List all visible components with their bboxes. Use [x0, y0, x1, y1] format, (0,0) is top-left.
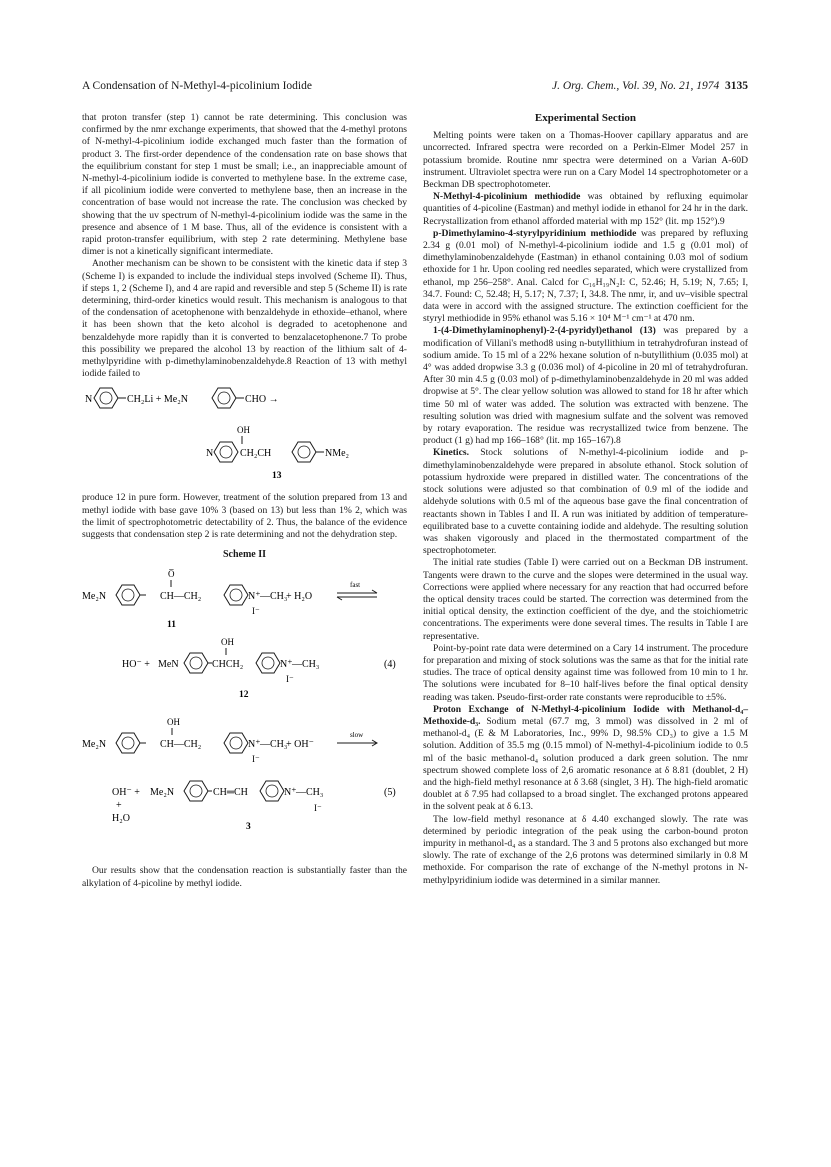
scheme-ch3: —CH₃ [260, 739, 288, 751]
scheme-oh: OH [221, 637, 234, 648]
paragraph-text: Sodium metal (67.7 mg, 3 mmol) was dissolved in 2 ml of methanol-d₄ (E & M Laboratories, Inc., 99% D, 98.5% CD₃) to give a 1.5 M solution. Addition of 35.5 mg (0.15 mmol) of N-methyl-4-picolinium iodide to 0.5 ml of the basic methanol-d₄ solution produced a dark green solution. The nmr spectrum showed complete loss of 2,6 aromatic resonance at δ 8.81 (doublet, 2 H) and the high-field methyl resonance at δ 3.68 (singlet, 3 H). The high-field aromatic doublet at δ 7.95 had collapsed to a broad singlet. The exchanged protons appeared in the solvent peak at δ 6.13. [423, 715, 748, 813]
scheme-title: Scheme II [222, 549, 267, 561]
eq1-left-text: CH₂Li + Me₂N [127, 394, 188, 406]
benzene-ring-icon [184, 653, 208, 673]
pyridinium-ring-icon [256, 653, 280, 673]
scheme-me2n: Me₂N [150, 787, 175, 799]
scheme-iodide: I⁻ [252, 754, 260, 765]
compound-label-13: 13 [272, 471, 282, 482]
scheme-fast: fast [350, 581, 361, 590]
paragraph-text: was obtained by refluxing equimolar quantities of 4-picoline (Eastman) and methyl iodide in ethanol for 24 hr in the dark. Recrystallization from ethanol afforded material with mp 152° (lit. mp 152°).9 [423, 191, 748, 227]
scheme-me2n: Me₂N [82, 739, 107, 751]
scheme-men: MeN [158, 659, 179, 671]
scheme-oh: OH [167, 717, 180, 728]
section-title: Experimental Section [534, 112, 637, 124]
page-number: 3135 [725, 80, 748, 92]
run-in-heading: N-Methyl-4-picolinium methiodide [433, 191, 581, 203]
scheme-ii-diagram [82, 565, 407, 865]
paragraph: Our results show that the condensation reaction is substantially faster than the alkylation of 4-picoline by methyl iodide. [82, 865, 407, 889]
right-column [423, 112, 748, 887]
eq1-oh: OH [237, 425, 250, 436]
scheme-ho-minus-plus: HO⁻ + [122, 659, 150, 671]
scheme-plus-oh-minus: + OH⁻ [286, 739, 314, 751]
scheme-plus-sign: + [116, 800, 122, 812]
benzene-ring-icon [292, 442, 316, 462]
benzene-ring-icon [116, 585, 140, 605]
paragraph: The initial rate studies (Table I) were carried out on a Beckman DB instrument. Tangents were drawn to the curve and the slopes were determined in the usual way. Corrections were applied where necessary for any reaction that had occurred before the optical density traces could be started. The correction was determined from the initial optical density, the extinction coefficient of the dye, and the stoichiometric concentrations. The experiments were done several times. The results in Table I are representative. [423, 557, 748, 642]
scheme-ch-ch2: CH—CH₂ [160, 739, 202, 751]
scheme-n-plus: N⁺ [284, 787, 297, 799]
reaction-arrow-icon [337, 740, 377, 746]
scheme-slow: slow [350, 731, 364, 740]
scheme-ch3: —CH₃ [260, 591, 288, 603]
pyridinium-ring-icon [224, 733, 248, 753]
pyridine-ring-icon [85, 388, 118, 408]
svg-text:N: N [85, 394, 93, 406]
pyridine-ring-icon [214, 442, 238, 462]
equation-number-4: (4) [384, 659, 396, 671]
eq1-nme2: NMe₂ [325, 448, 350, 460]
scheme-oh-minus-plus: OH⁻ + [112, 787, 140, 799]
scheme-ch-eq-ch: CH═CH [213, 787, 248, 799]
scheme-n-plus: N⁺ [280, 659, 293, 671]
compound-label-3: 3 [246, 822, 251, 833]
journal-citation [552, 80, 748, 92]
scheme-ch3: —CH₃ [292, 659, 320, 671]
paragraph: The low-field methyl resonance at δ 4.40 exchanged slowly. The rate was determined by periodic integration of the peak using the carbon-bound proton impurity in methanol-d₄ as a standard. The 3 and 5 protons also exchanged but more slowly. The rate of exchange of the 2,6 protons was determined similarly in 0.8 M methoxide. For comparison the rate of exchange of the N-methyl protons in N-methylpyridinium iodide was determined in a similar manner. [423, 813, 748, 886]
benzene-ring-icon [212, 388, 236, 408]
paragraph: that proton transfer (step 1) cannot be rate determining. This conclusion was confirmed by the nmr exchange experiments, that showed that the 4-methyl protons of N-methyl-4-picolinium iodide exchanged much faster than the formation of product 3. The first-order dependence of the condensation rate on base shows that the equilibrium constant for step 1 must be small; i.e., an inappreciable amount of N-methyl-4-picolinium iodide is converted to methylene base. In the extreme case, if all picolinium iodide were converted to methylene base, then an increase in the concentration of base would not increase the rate. The conclusion was checked by showing that the uv spectrum of N-methyl-4-picolinium iodide was the same in the presence and absence of 1 M base. Thus, all of the evidence is consistent with a rapid proton-transfer equilibrium, with step 2 rate determining. Methylene base dimer is not a kinetically significant intermediate. [82, 112, 407, 258]
scheme-iodide: I⁻ [286, 674, 294, 685]
eq1-chain: CH₂CH [240, 448, 272, 460]
journal-name: J. Org. Chem., Vol. 39, No. 21, 1974 [551, 80, 720, 92]
compound-label-12: 12 [239, 690, 249, 701]
pyridinium-ring-icon [260, 781, 284, 801]
scheme-o-minus: O̅ [168, 569, 175, 580]
paragraph [423, 191, 748, 228]
paragraph [423, 228, 748, 326]
scheme-plus-h2o: + H₂O [286, 591, 313, 603]
scheme-me2n: Me₂N [82, 591, 107, 603]
paragraph [423, 447, 748, 557]
paragraph: Point-by-point rate data were determined on a Cary 14 instrument. The procedure for preparation and mixing of stock solutions was the same as that for the initial rate studies. The trace of optical density against time was followed from 10 min to 1 hr. The solutions were incubated for 8–10 half-lives before the final optical density reading was taken. Pseudo-first-order rate constants were reproducible to ±5%. [423, 642, 748, 703]
equation-number-5: (5) [384, 787, 396, 799]
left-column [82, 112, 407, 890]
pyridinium-ring-icon [224, 585, 248, 605]
benzene-ring-icon [116, 733, 140, 753]
equilibrium-arrow-icon [337, 590, 377, 600]
run-in-heading: p-Dimethylamino-4-styrylpyridinium methiodide [433, 227, 637, 239]
paragraph-text: was prepared by a modification of Villani's method8 using n-butyllithium in tetrahydrofuran instead of sodium amide. To 15 ml of a 22% hexane solution of n-butyllithium (0.035 mol) at 4° was added dropwise 3.3 g (0.036 mol) of 4-picoline in 20 ml of tetrahydrofuran. After 30 min 4.5 g (0.03 mol) of p-dimethylaminobenzaldehyde in 20 ml was added dropwise at 5°. The clear yellow solution was allowed to stand for 18 hr after which time 50 ml of water was added. The solution was extracted with benzene. The resulting solution was dried with magnesium sulfate and the solvent was removed by rotary evaporation. The residue was recrystallized twice from benzene. The product (1 g) had mp 166–168° (lit. mp 165–167).8 [423, 325, 749, 447]
compound-label-11: 11 [167, 620, 176, 631]
paragraph-text: was prepared by refluxing 2.34 g (0.01 mol) of N-methyl-4-picolinium iodide and 1.5 g (0.01 mol) of dimethylaminobenzaldehyde (Eastman) in ethanol containing 0.03 mol of sodium ethoxide for 1 hr. Upon cooling red needles separated, which were crystallized from ethanol, mp 256–258°. Anal. Calcd for C₁₆H₁₉N₂I: C, 52.46; H, 5.19; N, 7.65; I, 34.7. Found: C, 52.48; H, 5.17; N, 7.37; I, 34.8. The nmr, ir, and uv–visible spectral data were in accord with the assigned structure. The extinction coefficient for the styryl methiodide in 95% ethanol was 5.16 × 10⁴ M⁻¹ cm⁻¹ at 470 nm. [423, 227, 748, 325]
paragraph [423, 704, 748, 814]
running-title: A Condensation of N-Methyl-4-picolinium Iodide [82, 80, 312, 92]
scheme-h2o: H₂O [112, 813, 130, 825]
scheme-iodide: I⁻ [314, 803, 322, 814]
run-in-heading: Proton Exchange of N-Methyl-4-picolinium Iodide with Methanol-d₄–Methoxide-d₃. [423, 703, 748, 727]
scheme-n-plus: N⁺ [248, 739, 261, 751]
paragraph: Another mechanism can be shown to be consistent with the kinetic data if step 3 (Scheme I) is expanded to include the individual steps involved (Scheme II). Thus, if steps 1, 2 (Scheme I), and 4 are rapid and reversible and step 5 (Scheme II) is rate determining, third-order kinetics would result. This mechanism is analogous to that of the condensation of acetophenone with benzaldehyde in ethoxide–ethanol, where it has been shown that the keto alcohol is degraded to acetophenone and benzaldehyde more rapidly than it is converted to benzalacetophenone.7 To probe this possibility we prepared the alcohol 13 by reaction of the lithium salt of 4-methylpyridine with p-dimethylaminobenzaldehyde.8 Reaction of 13 with methyl iodide failed to [82, 258, 407, 380]
paragraph-text: Stock solutions of N-methyl-4-picolinium iodide and p-dimethylaminobenzaldehyde were prepared in absolute ethanol. Stock solution of potassium hydroxide were prepared in distilled water. The concentrations of the stock solutions were adjusted so that combination of 0.9 ml of the iodide and aldehyde solutions with 0.5 ml of the aqueous base gave the final concentration of reactants shown in Tables I and II. A run was initiated by addition of temperature-equilibrated base to a cuvette containing iodide and aldehyde. The resulting solution was shaken vigorously and placed in the thermostated compartment of the spectrophotometer. [423, 447, 748, 557]
paragraph: Melting points were taken on a Thomas-Hoover capillary apparatus and are uncorrected. Infrared spectra were recorded on a Perkin-Elmer Model 257 in potassium bromide. Routine nmr spectra were determined on a Varian A-60D instrument. Ultraviolet spectra were run on a Cary Model 14 spectrophotometer or a Beckman DB spectrophotometer. [423, 130, 748, 191]
benzene-ring-icon [184, 781, 208, 801]
run-in-heading: Kinetics. [433, 447, 469, 459]
reaction-13-scheme [82, 380, 407, 492]
scheme-chch2: CHCH₂ [212, 659, 244, 671]
eq1-right-text: CHO → [245, 394, 279, 406]
eq1-pyridine-n: N [206, 448, 214, 460]
run-in-heading: 1-(4-Dimethylaminophenyl)-2-(4-pyridyl)ethanol (13) [433, 325, 656, 337]
scheme-iodide: I⁻ [252, 606, 260, 617]
scheme-ch-ch2: CH—CH₂ [160, 591, 202, 603]
paragraph [423, 325, 748, 447]
paragraph: produce 12 in pure form. However, treatment of the solution prepared from 13 and methyl iodide with base gave 10% 3 (based on 13) but less than 1% 2, which was the limit of spectrophotometric detectability of 2. Thus, the balance of the evidence suggests that condensation step 2 is rate determining and not the dehydration step. [82, 492, 407, 541]
scheme-ch3: —CH₃ [296, 787, 324, 799]
scheme-n-plus: N⁺ [248, 591, 261, 603]
